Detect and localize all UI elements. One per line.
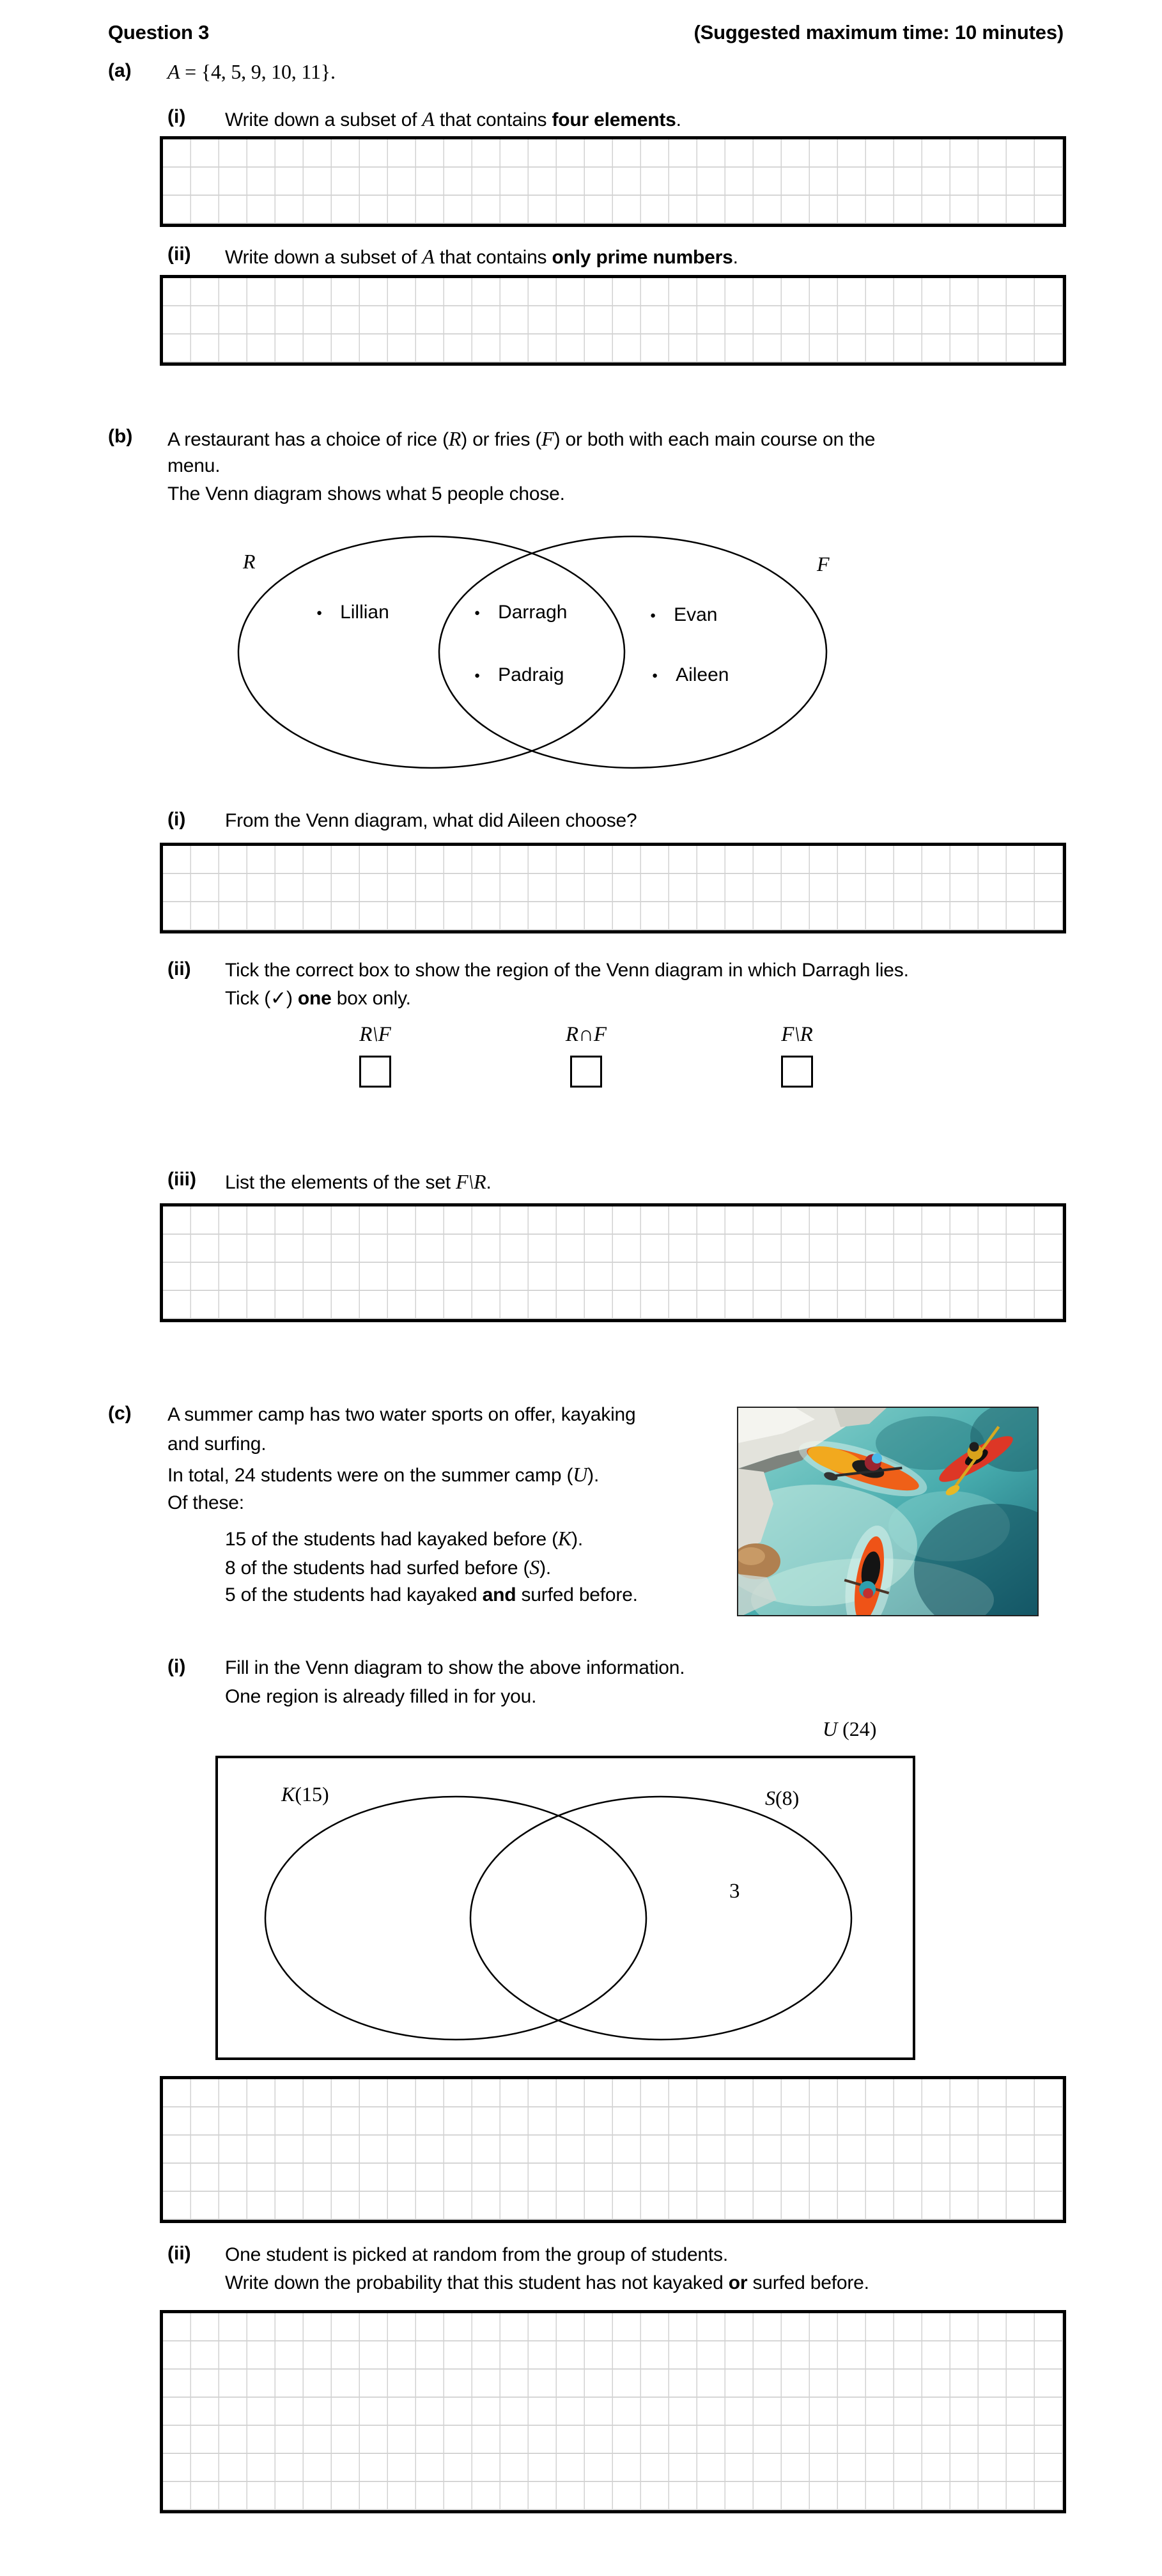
part-c-label: (c) [108, 1403, 132, 1424]
part-c-intro-line4: Of these: [167, 1492, 244, 1513]
part-b-label: (b) [108, 426, 133, 447]
venn-c-universe-label: U (24) [823, 1717, 877, 1740]
option-label-f-minus-r: F\R [781, 1023, 813, 1046]
venn-b-label-r: R [243, 550, 256, 573]
answer-box-c-ii[interactable] [160, 2310, 1066, 2513]
time-note: (Suggested maximum time: 10 minutes) [693, 21, 1064, 43]
venn-c-label-s: S(8) [765, 1786, 800, 1809]
part-c-i-line2: One region is already filled in for you. [225, 1686, 537, 1707]
bullet-icon: ● [650, 609, 656, 621]
part-c-fact-kayaked: 15 of the students had kayaked before (K). [225, 1527, 583, 1550]
part-b-intro-line3: The Venn diagram shows what 5 people chose. [167, 483, 565, 504]
venn-b-member-aileen: ● Aileen [652, 664, 729, 685]
venn-b-label-f: F [817, 552, 830, 575]
checkbox-r-intersect-f[interactable] [570, 1056, 602, 1088]
bullet-icon: ● [652, 669, 658, 681]
kayakers-photo-art [738, 1408, 1039, 1616]
part-b-iii-question: List the elements of the set F\R. [225, 1170, 492, 1193]
part-b-ii-question-line1: Tick the correct box to show the region of the Venn diagram in which Darragh lies. [225, 960, 909, 981]
part-b-ii-question-line2: Tick (✓) one box only. [225, 988, 411, 1009]
venn-b-circle-r [238, 536, 624, 768]
part-a-i-numeral: (i) [167, 106, 186, 127]
bullet-icon: ● [474, 607, 481, 618]
option-r-minus-f [305, 1023, 445, 1088]
checkbox-f-minus-r[interactable] [781, 1056, 813, 1088]
venn-b-member-evan: ● Evan [650, 604, 718, 625]
venn-b-member-darragh: ● Darragh [474, 602, 568, 623]
part-a-ii-numeral: (ii) [167, 244, 191, 265]
kayakers-photo [737, 1407, 1039, 1616]
part-c-i-numeral: (i) [167, 1656, 186, 1677]
part-b-i-numeral: (i) [167, 809, 186, 830]
answer-box-b-i[interactable] [160, 843, 1066, 933]
question-title: Question 3 [108, 21, 210, 43]
venn-b-member-padraig: ● Padraig [474, 664, 564, 685]
part-a-ii-question: Write down a subset of A that contains only prime numbers. [225, 245, 738, 268]
part-b-intro-line1: A restaurant has a choice of rice (R) or fries (F) or both with each main course on the [167, 427, 876, 450]
part-c-ii-line1: One student is picked at random from the group of students. [225, 2244, 728, 2265]
part-c-intro-line3: In total, 24 students were on the summer camp (U). [167, 1463, 600, 1486]
part-c-fact-both: 5 of the students had kayaked and surfed before. [225, 1584, 638, 1605]
venn-c-circle-s [470, 1797, 851, 2040]
part-c-intro-line2: and surfing. [167, 1433, 267, 1455]
bullet-icon: ● [316, 607, 323, 618]
answer-box-a-ii[interactable] [160, 275, 1066, 366]
part-c-fact-surfed: 8 of the students had surfed before (S). [225, 1556, 551, 1579]
option-r-intersect-f [516, 1023, 656, 1088]
part-c-ii-numeral: (ii) [167, 2243, 191, 2264]
bullet-icon: ● [474, 669, 481, 681]
set-definition [167, 59, 336, 85]
part-b-ii-numeral: (ii) [167, 958, 191, 980]
part-b-intro-line2: menu. [167, 455, 221, 476]
part-c-ii-line2: Write down the probability that this student has not kayaked or surfed before. [225, 2272, 869, 2293]
venn-c-filled-value: 3 [729, 1880, 740, 1903]
part-c-i-line1: Fill in the Venn diagram to show the above information. [225, 1657, 685, 1678]
set-a-var: A [167, 60, 180, 83]
answer-box-c-i[interactable] [160, 2076, 1066, 2223]
checkbox-r-minus-f[interactable] [359, 1056, 391, 1088]
option-label-r-minus-f: R\F [359, 1023, 391, 1046]
option-label-r-intersect-f: R∩F [565, 1023, 607, 1046]
part-b-iii-numeral: (iii) [167, 1169, 196, 1190]
answer-box-a-i[interactable] [160, 136, 1066, 227]
part-a-i-question: Write down a subset of A that contains four elements. [225, 107, 681, 130]
option-f-minus-r [727, 1023, 867, 1088]
part-a-label: (a) [108, 60, 132, 81]
part-c-intro-line1: A summer camp has two water sports on offer, kayaking [167, 1404, 636, 1425]
venn-diagram-b [236, 534, 831, 772]
answer-box-b-iii[interactable] [160, 1203, 1066, 1322]
venn-b-member-lillian: ● Lillian [316, 602, 389, 623]
venn-c-label-k: K(15) [281, 1783, 329, 1806]
set-a-elements: = {4, 5, 9, 10, 11}. [180, 60, 336, 83]
part-b-i-question: From the Venn diagram, what did Aileen choose? [225, 810, 637, 831]
venn-b-circle-f [439, 536, 826, 768]
venn-c-circle-k [265, 1797, 646, 2040]
